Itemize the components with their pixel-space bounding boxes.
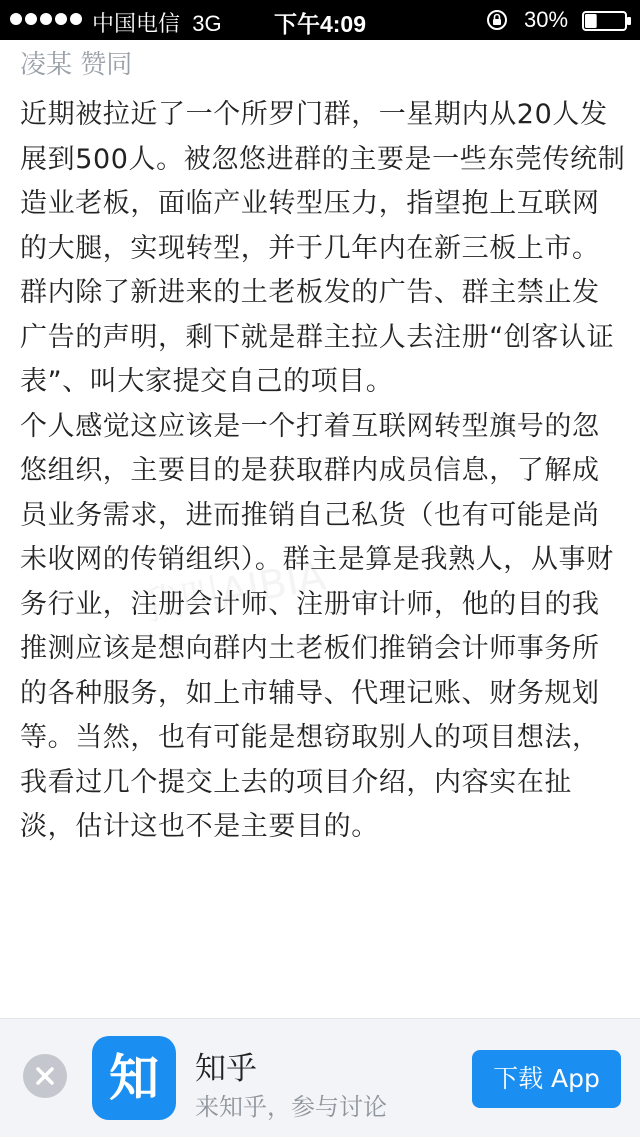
- app-tagline: 来知乎，参与讨论: [195, 1093, 387, 1121]
- close-banner-button[interactable]: [23, 1054, 67, 1098]
- battery-percent: 30%: [524, 7, 569, 32]
- article-paragraph: 个人感觉这应该是一个打着互联网转型旗号的忽悠组织，主要目的是获取群内成员信息，了解成员业务需求，进而推销自己私货（也有可能是尚未收网的传销组织）。群主是算是我熟人，从事财务行业，注册会计师、注册审计师，他的目的我推测应该是想向群内土老板们推销会计师事务所的各种服务，如上市辅导、代理记账、财务规划等。当然，也有可能是想窃取别人的项目想法，我看过几个提交上去的项目介绍，内容实在扯淡，估计这也不是主要目的。: [20, 410, 614, 842]
- zhihu-logo: 知: [92, 1036, 176, 1120]
- article-paragraph: 近期被拉近了一个所罗门群，一星期内从20人发展到500人。被忽悠进群的主要是一些东莞传统制造业老板，面临产业转型压力，指望抱上互联网的大腿，实现转型，并于几年内在新三板上市。群内除了新进来的土老板发的广告、群主禁止发广告的声明，剩下就是群主拉人去注册“创客认证表”、叫大家提交自己的项目。: [20, 99, 626, 397]
- app-name: 知乎: [195, 1051, 257, 1087]
- network-type: 3G: [192, 11, 222, 36]
- app-download-banner: [0, 1018, 640, 1137]
- status-time: 下午4:09: [273, 11, 367, 37]
- rotation-lock-icon: [486, 9, 508, 31]
- status-bar: [0, 0, 640, 40]
- author-voted-line: 凌某 赞同: [20, 50, 133, 80]
- download-app-button[interactable]: 下载 App: [472, 1050, 621, 1108]
- battery-icon: [582, 11, 632, 31]
- article-body: [20, 93, 626, 850]
- close-icon: [23, 1054, 67, 1098]
- carrier-name: 中国电信: [92, 11, 181, 36]
